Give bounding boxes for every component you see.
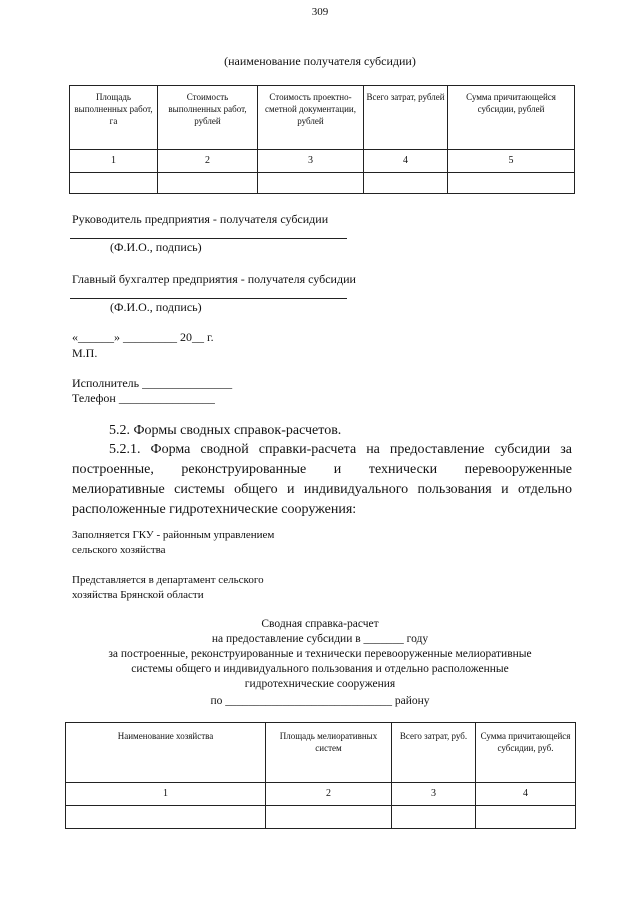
filled-by-line: Заполняется ГКУ - районным управлением — [72, 529, 275, 541]
date-line: «______» _________ 20__ г. — [72, 330, 214, 344]
column-number: 5 — [448, 150, 575, 173]
summary-table — [65, 722, 576, 829]
executor-line: Исполнитель _______________ — [72, 376, 233, 390]
paragraph-line: построенные, реконструированные и технически перевооруженные — [72, 462, 572, 477]
empty-cell — [392, 806, 476, 829]
column-number: 2 — [158, 150, 258, 173]
column-number: 3 — [392, 783, 476, 806]
table-header-row — [70, 86, 575, 150]
column-number: 2 — [266, 783, 392, 806]
table-header-cell: Сумма причитающейся субсидии, руб. — [476, 723, 576, 783]
summary-title: Сводная справка-расчет — [261, 618, 379, 630]
section-heading: 5.2. Формы сводных справок-расчетов. — [109, 423, 342, 438]
table-header-cell: Площадь выполненных работ, га — [70, 86, 158, 150]
director-caption: (Ф.И.О., подпись) — [110, 240, 202, 254]
page-number: 309 — [311, 6, 329, 18]
submitted-to-line: Представляется в департамент сельского — [72, 574, 264, 586]
empty-cell — [266, 806, 392, 829]
accountant-signature-line — [70, 298, 347, 299]
empty-cell — [476, 806, 576, 829]
paragraph-line: 5.2.1. Форма сводной справки-расчета на предоставление субсидии за — [109, 442, 572, 457]
table-row — [70, 173, 575, 194]
table-header-cell: Наименование хозяйства — [66, 723, 266, 783]
column-number: 1 — [70, 150, 158, 173]
summary-subtitle: на предоставление субсидии в _______ году — [211, 633, 429, 645]
summary-subtitle: системы общего и индивидуального пользования и отдельно расположенные — [131, 663, 509, 675]
table-header-cell: Стоимость проектно-сметной документации, рублей — [258, 86, 364, 150]
table-header-cell: Стоимость выполненных работ, рублей — [158, 86, 258, 150]
table-row — [66, 806, 576, 829]
empty-cell — [66, 806, 266, 829]
empty-cell — [158, 173, 258, 194]
column-number: 4 — [364, 150, 448, 173]
recipient-caption: (наименование получателя субсидии) — [224, 54, 416, 68]
stamp-mark: М.П. — [72, 346, 98, 360]
summary-subtitle: за построенные, реконструированные и технически перевооруженные мелиоративные — [108, 648, 532, 660]
director-signature-line — [70, 238, 347, 239]
empty-cell — [258, 173, 364, 194]
table-number-row — [70, 150, 575, 173]
table-header-cell: Всего затрат, рублей — [364, 86, 448, 150]
empty-cell — [364, 173, 448, 194]
subsidy-recipient-table — [69, 85, 575, 194]
director-label: Руководитель предприятия - получателя субсидии — [72, 212, 329, 226]
filled-by-line: сельского хозяйства — [72, 544, 166, 556]
table-header-cell: Всего затрат, руб. — [392, 723, 476, 783]
phone-line: Телефон ________________ — [72, 391, 215, 405]
accountant-caption: (Ф.И.О., подпись) — [110, 300, 202, 314]
table-header-cell: Площадь мелиоративных систем — [266, 723, 392, 783]
column-number: 3 — [258, 150, 364, 173]
paragraph-line: расположенные гидротехнические сооружения: — [72, 502, 357, 517]
table-header-row — [66, 723, 576, 783]
empty-cell — [448, 173, 575, 194]
empty-cell — [70, 173, 158, 194]
submitted-to-line: хозяйства Брянской области — [72, 589, 204, 601]
paragraph-line: мелиоративные системы общего и индивидуального пользования и отдельно — [72, 482, 572, 497]
accountant-label: Главный бухгалтер предприятия - получателя субсидии — [72, 272, 356, 286]
table-header-cell: Сумма причитающейся субсидии, рублей — [448, 86, 575, 150]
summary-subtitle: гидротехнические сооружения — [244, 678, 396, 690]
district-line: по _____________________________ району — [210, 695, 430, 707]
column-number: 4 — [476, 783, 576, 806]
column-number: 1 — [66, 783, 266, 806]
table-number-row — [66, 783, 576, 806]
